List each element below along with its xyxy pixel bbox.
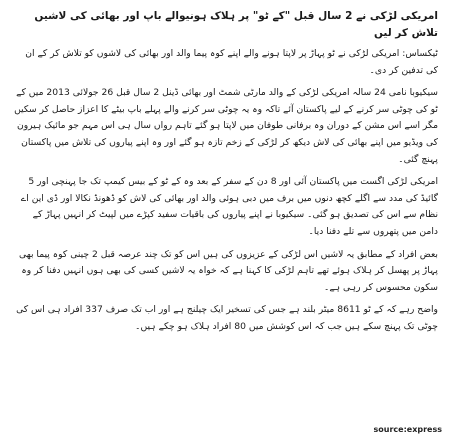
paragraph-4: بعض افراد کے مطابق یہ لاشیں اس لڑکی کے عزیزوں کی ہیں اس کو تک چند عرصہ قبل 2 چینی کوہ پیما بھی پہاڑ پر پھسل کر ہلاک ہوئے تھے تاہم لڑکی کا کہنا ہے کہ خواہ یہ لاشیں کسی کی بھی ہوں انہیں دفنا کر وہ سکون محسوس کر رہی ہے۔ <box>19 248 438 293</box>
article <box>14 8 438 342</box>
paragraph-1: ٹیکساس: امریکی لڑکی نے ٹو پہاڑ پر لاپتا ہونے والے اپنے کوہ پیما والد اور بھائی کی لاشوں کو تلاش کر کے ان کی تدفین کر دی۔ <box>25 48 438 76</box>
source-credit: source:express <box>373 425 442 434</box>
headline: امریکی لڑکی نے 2 سال قبل "کے ٹو" پر ہلاک ہونیوالے باپ اور بھائی کی لاشیں تلاش کر لیں <box>34 10 438 39</box>
paragraph-2: سیکیوبا نامی 24 سالہ امریکی لڑکی کے والد مارٹی شمٹ اور بھائی ڈینل 2 سال قبل 26 جولائی 2013 میں کے ٹو کی چوٹی سر کرنے کے لیے پاکستان آئے تاکہ وہ یہ چوٹی سر کرنے والے پہلے باپ بیٹے کا اعزاز حاصل کر سکیں مگر اسے اس مشن کے دوران وہ برفانی طوفان میں لاپتا ہو گئے تاہم رواں سال ہی اس مہم جو مائیک ہیرون کی ویڈیو میں اپنے بھائی کی لاش دیکھ کر لڑکی کے زخم تازہ ہو گئے اور وہ اپنے پیاروں کی تلاش میں پاکستان پہنچ گئی۔ <box>14 87 438 165</box>
paragraph-3: امریکی لڑکی اگست میں پاکستان آئی اور 8 دن کے سفر کے بعد وہ کے ٹو کے بیس کیمپ تک جا پہنچی اور 5 گائیڈ کی مدد سے اگلے کچھ دنوں میں برف میں دبی ہوئی والد اور بھائی کی لاش کو ڈھونڈ نکالا اور ڈی این اے نظام سے اس کی تصدیق ہو گئی۔ سیکیوبا نے اپنے پیاروں کی باقیات سفید کپڑے میں لپیٹ کر انہیں پہاڑ کے دامن میں پتھروں سے تلے دفنا دیا۔ <box>20 176 438 237</box>
paragraph-5: واضح رہے کہ کے ٹو 8611 میٹر بلند ہے جس کی تسخیر ایک چیلنج ہے اور اب تک صرف 337 افراد ہی اس کی چوٹی تک پہنچ سکے ہیں جب کہ اس کوشش میں 80 افراد ہلاک ہو چکے ہیں۔ <box>16 304 438 332</box>
